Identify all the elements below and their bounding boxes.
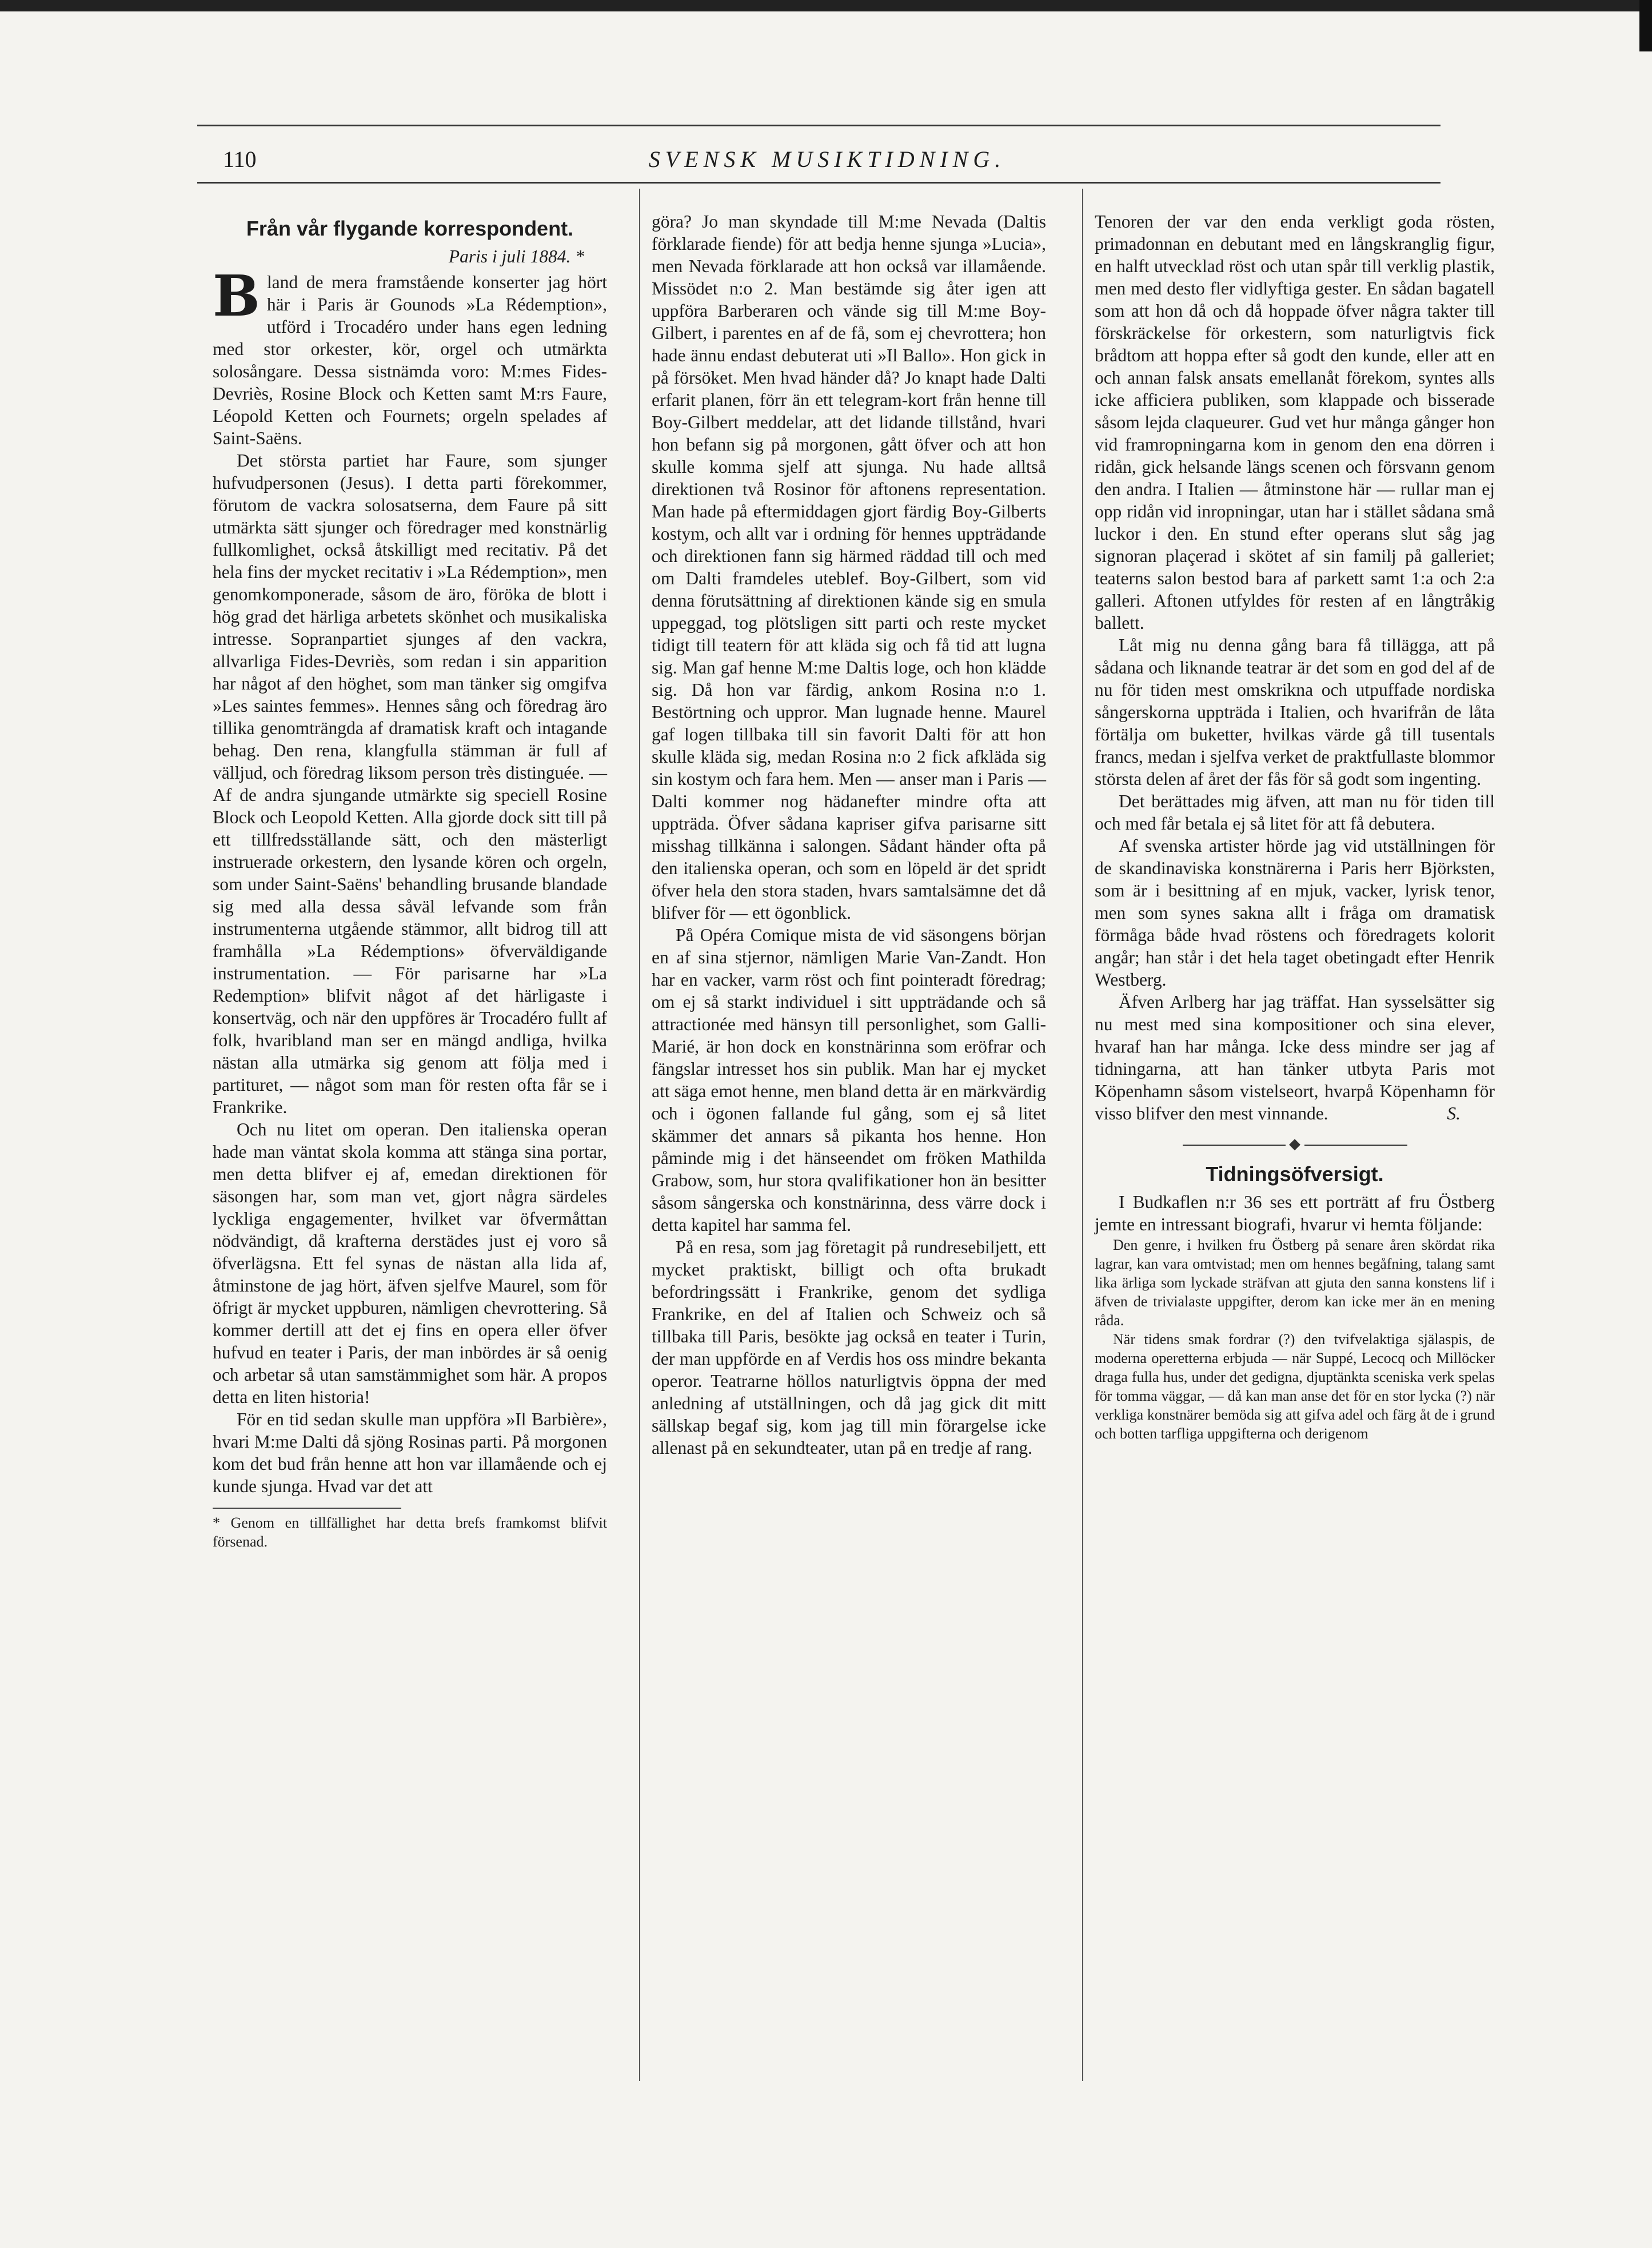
paragraph: Bland de mera framstående konserter jag hört här i Paris är Gounods »La Rédemption», utförd i Trocadéro under hans egen ledning med stor orkester, kör, orgel och utmärkta solosångare. Dessa sistnämda voro: M:mes Fides-Devriès, Rosine Block och Ketten samt M:rs Faure, Léopold Ketten och Fournets; orgeln spelades af Saint-Saëns. bbox=[213, 264, 607, 448]
paragraph: göra? Jo man skyndade till M:me Nevada (Daltis förklarade fiende) för att bedja henne sjunga »Lucia», men Nevada förklarade att hon också var illamående. Missödet n:o 2. Man bestämde sig åter igen att uppföra Barberaren och vände sig till M:me Boy-Gilbert, i parentes en af de få, som ej chevrottera; hon hade ännu endast debuterat uti »Il Ballo». Hon gick in på försöket. Men hvad händer då? Jo knapt hade Dalti erfarit planen, förr än ett telegram-kort från henne till Boy-Gilbert meddelar, att det lidande tillstånd, hvari hon befann sig på morgonen, gått öfver och att hon skulle komma sjelf att sjunga. Nu hade alltså direktionen två Rosinor för aftonens representation. Man hade på eftermiddagen gjort färdig Boy-Gilberts kostym, och allt var i ordning för hennes uppträdande och direktionen fann sig härmed räddad till och med om Dalti framdeles uteblef. Boy-Gilbert, som vid denna förutsättning af direktionen kände sig en smula uppeggad, tog plötsligen sitt parti och reste mycket tidigt till teatern för att kläda sig och få tid att lugna sig. Man gaf henne M:me Daltis loge, och hon klädde sig. Då hon var färdig, ankom Rosina n:o 1. Bestörtning och uppror. Man lugnade henne. Maurel gaf logen tillbaka till sin favorit Dalti för att hon skulle kläda sig, medan Rosina n:o 2 fick afkläda sig sin kostym och fara hem. Men — anser man i Paris — Dalti kommer nog hädanefter mindre ofta att uppträda. Öfver sådana kapriser gifva parisarne sitt misshag tillkänna i salongen. Sådant händer ofta på den italienska operan, och som en löpeld är det spridt öfver hela den stora staden, hvars samtalsämne det då blifver för — ett ögonblick. bbox=[652, 212, 1046, 923]
paragraph: Det största partiet har Faure, som sjunger hufvudpersonen (Jesus). I detta parti förekommer, förutom de vackra solosatserna, dem Faure på sitt utmärkta sätt sjunger och föredrager med konstnärlig fullkomlighet, också åtskilligt med recitativ. På det hela fins der mycket recitativ i »La Rédemption», men genomkomponerade, såsom de äro, förökа de blott i hög grad det härliga arbetets skönhet och musikaliska intresse. Sopranpartiet sjunges af den vackra, allvarliga Fides-Devriès, som redan i sin apparition har något af den höghet, som man tänker sig omgifva »Les saintes femmes». Hennes sång och föredrag äro tillika genomträngda af dramatisk kraft och intagande behag. Den rena, klangfulla stämman är full af välljud, och föredrag liksom person très distinguée. — Af de andra sjungande utmärkte sig speciell Rosine Block och Leopold Ketten. Alla gjorde dock sitt till på ett tillfredsställande sätt, och den mästerligt instruerade orkestern, den lysande kören och orgeln, som under Saint-Saëns' behandling brusande blandade sig med alla dessa såväl lefvande som från instrumenterna utgående stämmor, allt bidrog till att framhålla »La Rédemptions» öfverväldigande instrumentation. — För parisarne har »La Redemption» blifvit något af det härligaste i konsertväg, och när den uppföres är Trocadéro fullt af folk, hvaribland man ser en mängd andliga, hvilka nästan alla utmärka sig genom att följa med i partituret, — något som man för resten ofta får se i Frankrike. bbox=[213, 451, 607, 1117]
column-2 bbox=[652, 210, 1046, 1459]
section-separator: ◆ bbox=[1095, 1133, 1495, 1155]
page-header bbox=[213, 146, 1442, 180]
paragraph: Af svenska artister hörde jag vid utställningen för de skandinaviska konstnärerna i Paris herr Björksten, som är i besittning af en mjuk, vacker, lyrisk tenor, men som synes sakna allt i fråga om dramatisk förmåga både hvad röstens och föredragets kolorit angår; han står i det hela taget obetingadt efter Henrik Westberg. bbox=[1095, 836, 1495, 990]
running-title: SVENSK MUSIKTIDNING. bbox=[648, 146, 1006, 172]
paragraph: Det berättades mig äfven, att man nu för tiden till och med får betala ej så litet för att få debutera. bbox=[1095, 791, 1495, 834]
paragraph: På en resa, som jag företagit på rundresebiljett, ett mycket praktiskt, billigt och ofta brukadt befordringssätt i Frankrike, genom det sydliga Frankrike, en del af Italien och Schweiz och så tillbaka till Paris, besökte jag också en teater i Turin, der man uppförde en af Verdis hos oss mindre bekanta operor. Teatrarne höllos naturligtvis öppna der med anledning af utställningen, och då jag gick dit mitt sällskap begaf sig, kom jag till min förargelse icke allenast på en sekundteater, utan på en tredje af rang. bbox=[652, 1237, 1046, 1458]
quoted-text bbox=[1095, 1235, 1495, 1443]
column-divider bbox=[1082, 189, 1083, 2081]
column-3 bbox=[1095, 210, 1495, 1443]
footnote-rule bbox=[213, 1508, 401, 1513]
header-rule bbox=[197, 182, 1440, 184]
paragraph: På Opéra Comique mista de vid säsongens början en af sina stjernor, nämligen Marie Van-Zandt. Hon har en vacker, varm röst och fint pointeradt föredrag; om ej så starkt individuel i sitt uppträdande och så attractionée med hänsyn till personlighet, som Galli-Marié, är hon dock en konstnärinna som eröfrar och fängslar intresset hos sin publik. Man har ej mycket att säga emot henne, men bland detta är en märkvärdig och i ögonen fallande ful gång, som ej så litet skämmer det annars så pikanta hos henne. Hon påminde mig i det hänseendet om fröken Mathilda Grabow, som, hur stora qvalifikationer hon än besitter såsom sångerska och konstnärinna, dess värre dock i detta kapitel har samma fel. bbox=[652, 925, 1046, 1235]
paragraph: I Budkaflen n:r 36 ses ett porträtt af fru Östberg jemte en intressant biografi, hvarur vi hemta följande: bbox=[1095, 1192, 1495, 1234]
column-1 bbox=[213, 210, 607, 1551]
scan-top-edge bbox=[0, 0, 1652, 11]
scan-corner bbox=[1639, 0, 1652, 51]
signature: S. bbox=[1447, 1103, 1461, 1123]
paragraph: När tidens smak fordrar (?) den tvifvelaktiga själaspis, de moderna operetterna erbjuda — när Suppé, Lecocq och Millöcker draga fulla hus, under det gedigna, djuptänkta sceniska verk spelas för tomma väggar, — då kan man anse det för en stor lycka (?) när verkliga konstnärer bemöda sig att gifva adel och färg åt de i grund och botten tarfliga uppgifterna och derigenom bbox=[1095, 1331, 1495, 1442]
paragraph: Den genre, i hvilken fru Östberg på senare åren skördat rika lagrar, kan vara omtvistad; men om hennes begåfning, talang samt lika ärliga som lyckade sträfvan att gjuta den sanna konstens lif i äfven de trivialaste uppgifter, derom kan icke mer än en mening råda. bbox=[1095, 1237, 1495, 1329]
drop-cap: B bbox=[213, 264, 260, 329]
top-rule bbox=[197, 125, 1440, 126]
paragraph: Och nu litet om operan. Den italienska operan hade man väntat skola komma att stänga sina portar, men detta blifver ej af, emedan direktionen för säsongen har, som man vet, gjort några särdeles lyckliga engagementer, hvilket var öfvermåttan nödvändigt, då krafterna derstädes just ej voro så öfverlägsna. Ett fel synas de nästan alla lida af, åtminstone de jag hört, äfven sjelfve Maurel, som för öfrigt är mycket uppburen, nämligen chevrottering. Så kommer dertill att det ej fins en opera eller öfver hufvud en teater i Paris, der man inbördes är så oenig och arbetar så utan samstämmighet som här. A propos detta en liten historia! bbox=[213, 1119, 607, 1407]
column-divider bbox=[639, 189, 640, 2081]
page-number: 110 bbox=[223, 146, 257, 172]
paragraph: Låt mig nu denna gång bara få tillägga, att på sådana och liknande teatrar är det som en god del af de nu för tiden mest omskrikna och utpuffade nordiska sångerskorna uppträda i Italien, och hvarifrån de låta förtälja om buketter, hvilkas värde gå till tusentals francs, medan i sjelfva verket de praktfullaste blommor största delen af året der fås för så godt som ingenting. bbox=[1095, 635, 1495, 789]
footnote: * Genom en tillfällighet har detta brefs framkomst blifvit försenad. bbox=[213, 1514, 607, 1550]
paragraph: För en tid sedan skulle man uppföra »Il Barbière», hvari M:me Dalti då sjöng Rosinas parti. På morgonen kom det bud från henne att hon var illamående och ej kunde sjunga. Hvad var det att bbox=[213, 1409, 607, 1496]
article-title: Från vår flygande korrespondent. bbox=[246, 217, 574, 240]
paragraph: Tenoren der var den enda verkligt goda rösten, primadonnan en debutant med en långskranglig figur, en halft utvecklad röst och utan spår till verklig plastik, men med desto fler vidlyftiga gester. En sådan bagatell som att hon då och då hoppade öfver några takter till förskräckelse för orkestern, som naturligtvis fick brådtom att hoppa efter så godt den kunde, eller att en och annan falsk ansats emellanåt förekom, syntes alls icke afficiera publiken, som klappade och bisserade såsom lejda claqueurer. Gud vet hur många gånger hon vid framropningarna kom in genom den ena dörren i ridån, gick helsande längs scenen och försvann genom den andra. I Italien — åtminstone här — rullar man ej opp ridån vid inropningar, utan har i stället sådana små luckor i den. En stund efter operans slut såg jag signoran plaçerad i skötet af sin familj på galleriet; teaterns salon bestod bara af parkett samt 1:a och 2:a galleri. Aftonen utfyldes för resten af en långtråkig ballett. bbox=[1095, 212, 1495, 633]
dateline: Paris i juli 1884. * bbox=[448, 246, 584, 266]
paragraph: Äfven Arlberg har jag träffat. Han sysselsätter sig nu mest med sina kompositioner och sina elever, hvaraf han har många. Icke dess mindre ser jag af tidningarna, att han tänker utbyta Paris mot Köpenhamn såsom vistelseort, hvarpå Köpenhamn för visso blifver den mest vinnande. bbox=[1095, 992, 1495, 1123]
article-title: Tidningsöfversigt. bbox=[1206, 1162, 1384, 1186]
